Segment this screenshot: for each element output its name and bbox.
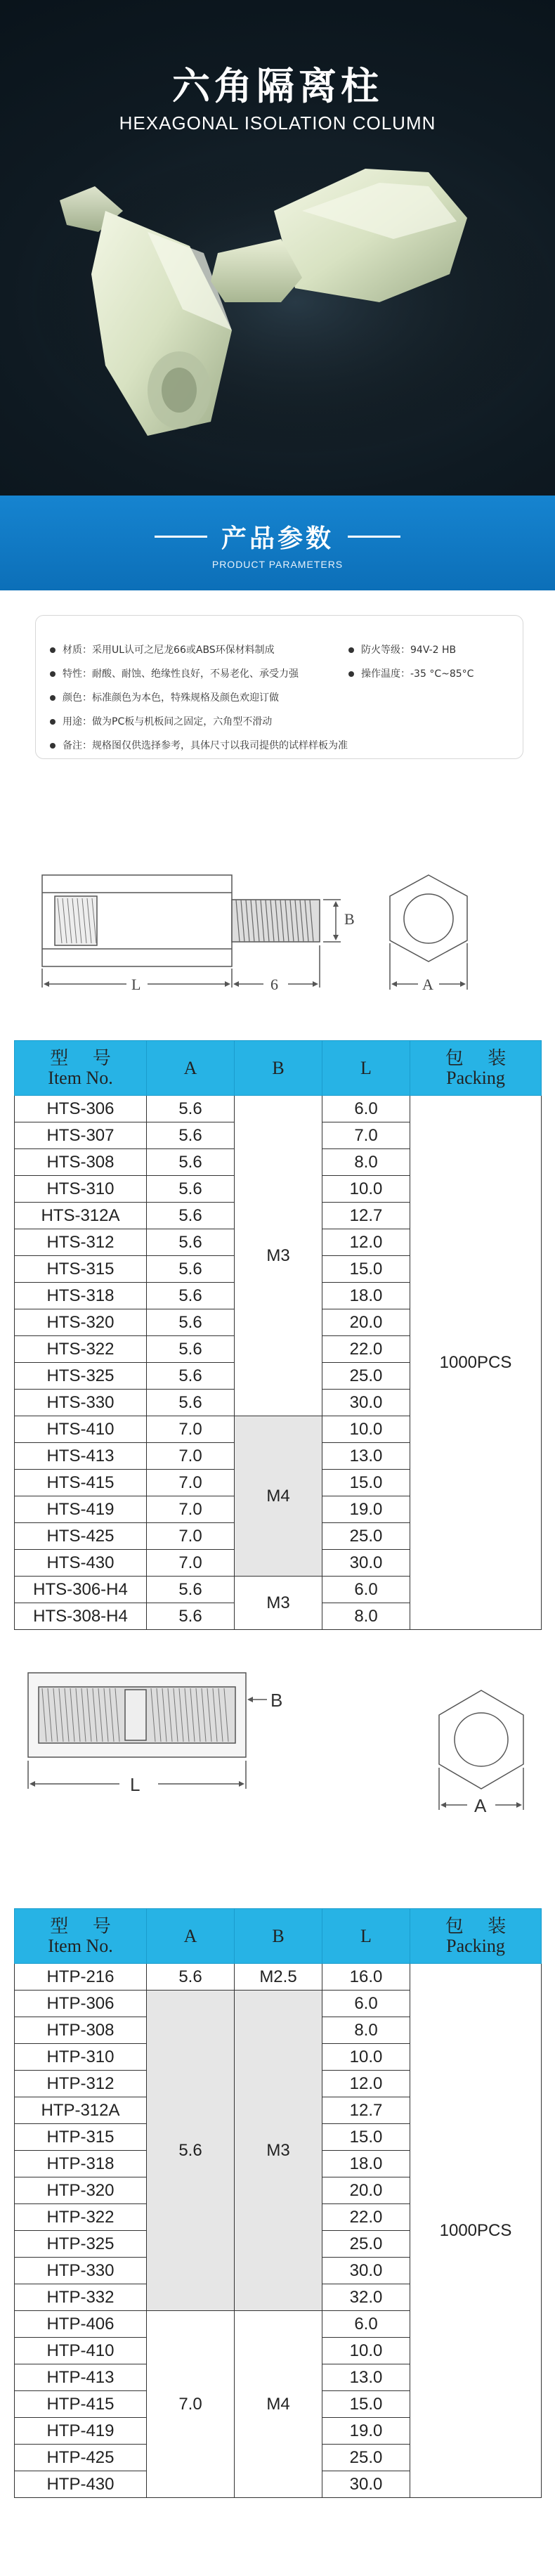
l-cell: 13.0 (322, 2364, 410, 2391)
item-no-cell: HTS-318 (15, 1283, 147, 1309)
l-cell: 15.0 (322, 1256, 410, 1283)
a-cell: 7.0 (147, 1550, 235, 1577)
a-cell: 5.6 (147, 1176, 235, 1203)
a-cell: 5.6 (147, 1363, 235, 1390)
col-l: L (322, 1041, 410, 1096)
item-no-cell: HTS-312 (15, 1229, 147, 1256)
packing-cell: 1000PCS (410, 1964, 542, 2498)
col-packing (410, 1041, 542, 1096)
bullet-icon (348, 647, 354, 653)
l-cell: 12.0 (322, 1229, 410, 1256)
l-cell: 25.0 (322, 2231, 410, 2258)
l-cell: 10.0 (322, 2044, 410, 2071)
item-no-cell: HTS-330 (15, 1390, 147, 1416)
spec-note-text: 备注：规格图仅供选择参考，具体尺寸以我司提供的试样样板为准 (63, 740, 348, 751)
b-cell: M4 (235, 1416, 322, 1577)
item-no-cell: HTS-325 (15, 1363, 147, 1390)
spec-usage-text: 用途：做为PC板与机板间之固定，六角型不滑动 (63, 716, 273, 727)
a-cell: 5.6 (147, 1964, 235, 1991)
l-cell: 30.0 (322, 2471, 410, 2498)
l-cell: 22.0 (322, 1336, 410, 1363)
item-no-cell: HTS-306-H4 (15, 1577, 147, 1603)
b-cell: M4 (235, 2311, 322, 2498)
item-no-cell: HTP-318 (15, 2151, 147, 2177)
item-no-cell: HTP-306 (15, 1991, 147, 2017)
l-cell: 6.0 (322, 1577, 410, 1603)
bullet-icon (50, 671, 56, 677)
item-no-cell: HTS-315 (15, 1256, 147, 1283)
spec-fire (348, 642, 456, 656)
a-cell: 5.6 (147, 1256, 235, 1283)
item-no-cell: HTP-315 (15, 2124, 147, 2151)
item-no-cell: HTS-308 (15, 1149, 147, 1176)
a-cell: 7.0 (147, 1523, 235, 1550)
spec-usage (50, 714, 272, 728)
item-no-cell: HTP-413 (15, 2364, 147, 2391)
a-cell: 5.6 (147, 1283, 235, 1309)
l-cell: 15.0 (322, 2124, 410, 2151)
a-cell: 5.6 (147, 1149, 235, 1176)
item-no-cell: HTS-306 (15, 1096, 147, 1122)
l-cell: 10.0 (322, 1416, 410, 1443)
l-cell: 30.0 (322, 2258, 410, 2284)
bullet-icon (50, 695, 56, 701)
params-banner (0, 496, 555, 590)
spec-color (50, 690, 279, 704)
item-no-cell: HTS-413 (15, 1443, 147, 1470)
item-no-cell: HTP-325 (15, 2231, 147, 2258)
item-no-cell: HTP-310 (15, 2044, 147, 2071)
l-cell: 25.0 (322, 1363, 410, 1390)
bullet-icon (50, 719, 56, 725)
l-cell: 7.0 (322, 1122, 410, 1149)
b-cell: M3 (235, 1577, 322, 1630)
diagram2-label-b: B (270, 1690, 283, 1711)
item-no-cell: HTS-430 (15, 1550, 147, 1577)
item-no-cell: HTP-430 (15, 2471, 147, 2498)
item-no-cell: HTS-312A (15, 1203, 147, 1229)
l-cell: 10.0 (322, 1176, 410, 1203)
col-item-en: Item No. (48, 1935, 113, 1956)
bullet-icon (348, 671, 354, 677)
col-item-en: Item No. (48, 1067, 113, 1088)
a-cell: 5.6 (147, 1229, 235, 1256)
table-htp (14, 1908, 542, 2498)
l-cell: 6.0 (322, 1096, 410, 1122)
col-packing-cn: 包 装 (445, 1915, 516, 1936)
col-item-cn: 型 号 (50, 1915, 121, 1936)
l-cell: 22.0 (322, 2204, 410, 2231)
item-no-cell: HTS-419 (15, 1496, 147, 1523)
diagram2-label-a: A (474, 1795, 487, 1816)
b-cell: M2.5 (235, 1964, 322, 1991)
l-cell: 32.0 (322, 2284, 410, 2311)
hero-title: 六角隔离柱 (172, 64, 383, 108)
l-cell: 25.0 (322, 2445, 410, 2471)
col-packing-en: Packing (446, 1935, 505, 1956)
l-cell: 12.0 (322, 2071, 410, 2097)
col-item-cn: 型 号 (50, 1047, 121, 1068)
table-header-row (15, 1041, 542, 1096)
item-no-cell: HTP-425 (15, 2445, 147, 2471)
item-no-cell: HTP-419 (15, 2418, 147, 2445)
l-cell: 16.0 (322, 1964, 410, 1991)
l-cell: 12.7 (322, 2097, 410, 2124)
col-b: B (235, 1909, 322, 1964)
spec-features-text: 特性：耐酸、耐蚀、绝缘性良好，不易老化、承受力强 (63, 668, 299, 680)
diagram1-label-a: A (422, 976, 433, 993)
l-cell: 30.0 (322, 1550, 410, 1577)
item-no-cell: HTP-322 (15, 2204, 147, 2231)
a-cell: 7.0 (147, 1470, 235, 1496)
spec-note (50, 738, 348, 752)
a-cell: 5.6 (147, 1309, 235, 1336)
spec-color-text: 颜色：标准颜色为本色，特殊规格及颜色欢迎订做 (63, 692, 279, 704)
diagram1-label-b: B (344, 910, 355, 928)
l-cell: 8.0 (322, 1603, 410, 1630)
col-a: A (147, 1041, 235, 1096)
l-cell: 12.7 (322, 1203, 410, 1229)
item-no-cell: HTS-307 (15, 1122, 147, 1149)
item-no-cell: HTP-216 (15, 1964, 147, 1991)
col-packing-en: Packing (446, 1067, 505, 1088)
packing-cell: 1000PCS (410, 1096, 542, 1630)
spec-material-text: 材质：采用UL认可之尼龙66或ABS环保材料制成 (63, 645, 275, 656)
table-hts (14, 1040, 542, 1630)
spec-fire-text: 防火等级：94V-2 HB (361, 645, 457, 656)
b-cell: M3 (235, 1991, 322, 2311)
spec-temp-text: 操作温度：-35 °C~85°C (361, 668, 474, 680)
l-cell: 8.0 (322, 2017, 410, 2044)
item-no-cell: HTS-425 (15, 1523, 147, 1550)
bullet-icon (50, 647, 56, 653)
l-cell: 8.0 (322, 1149, 410, 1176)
col-packing-cn: 包 装 (445, 1047, 516, 1068)
item-no-cell: HTP-410 (15, 2338, 147, 2364)
l-cell: 30.0 (322, 1390, 410, 1416)
a-cell: 5.6 (147, 1991, 235, 2311)
item-no-cell: HTP-330 (15, 2258, 147, 2284)
col-b: B (235, 1041, 322, 1096)
a-cell: 5.6 (147, 1203, 235, 1229)
l-cell: 15.0 (322, 1470, 410, 1496)
l-cell: 18.0 (322, 1283, 410, 1309)
item-no-cell: HTS-415 (15, 1470, 147, 1496)
a-cell: 5.6 (147, 1577, 235, 1603)
a-cell: 5.6 (147, 1390, 235, 1416)
a-cell: 5.6 (147, 1603, 235, 1630)
hero-subtitle: HEXAGONAL ISOLATION COLUMN (119, 112, 436, 134)
l-cell: 10.0 (322, 2338, 410, 2364)
item-no-cell: HTS-310 (15, 1176, 147, 1203)
item-no-cell: HTS-322 (15, 1336, 147, 1363)
diagram-female-female (0, 1659, 555, 1827)
table-row (15, 1096, 542, 1122)
item-no-cell: HTP-415 (15, 2391, 147, 2418)
hero-section (0, 0, 555, 496)
diagram1-label-l: L (131, 976, 141, 993)
l-cell: 19.0 (322, 1496, 410, 1523)
item-no-cell: HTS-410 (15, 1416, 147, 1443)
item-no-cell: HTS-320 (15, 1309, 147, 1336)
banner-right-line (348, 536, 400, 538)
item-no-cell: HTP-308 (15, 2017, 147, 2044)
table-row (15, 1964, 542, 1991)
l-cell: 18.0 (322, 2151, 410, 2177)
l-cell: 6.0 (322, 1991, 410, 2017)
item-no-cell: HTP-320 (15, 2177, 147, 2204)
l-cell: 6.0 (322, 2311, 410, 2338)
a-cell: 7.0 (147, 1496, 235, 1523)
l-cell: 19.0 (322, 2418, 410, 2445)
diagram-male-female (0, 865, 555, 1005)
col-packing (410, 1909, 542, 1964)
spec-material (50, 642, 275, 656)
item-no-cell: HTP-406 (15, 2311, 147, 2338)
item-no-cell: HTP-312A (15, 2097, 147, 2124)
l-cell: 20.0 (322, 2177, 410, 2204)
spec-features (50, 666, 299, 680)
l-cell: 13.0 (322, 1443, 410, 1470)
col-item (15, 1909, 147, 1964)
item-no-cell: HTP-312 (15, 2071, 147, 2097)
diagram1-label-6: 6 (270, 976, 278, 993)
a-cell: 5.6 (147, 1336, 235, 1363)
banner-subtitle: PRODUCT PARAMETERS (211, 559, 344, 570)
col-item (15, 1041, 147, 1096)
item-no-cell: HTP-332 (15, 2284, 147, 2311)
spec-temp (348, 666, 474, 680)
banner-title: 产品参数 (221, 524, 334, 553)
l-cell: 20.0 (322, 1309, 410, 1336)
a-cell: 7.0 (147, 2311, 235, 2498)
item-no-cell: HTS-308-H4 (15, 1603, 147, 1630)
bullet-icon (50, 743, 56, 749)
col-l: L (322, 1909, 410, 1964)
a-cell: 7.0 (147, 1416, 235, 1443)
diagram2-label-l: L (130, 1774, 141, 1795)
a-cell: 5.6 (147, 1096, 235, 1122)
spec-box (35, 615, 523, 759)
col-a: A (147, 1909, 235, 1964)
l-cell: 25.0 (322, 1523, 410, 1550)
a-cell: 7.0 (147, 1443, 235, 1470)
a-cell: 5.6 (147, 1122, 235, 1149)
table-header-row (15, 1909, 542, 1964)
l-cell: 15.0 (322, 2391, 410, 2418)
b-cell: M3 (235, 1096, 322, 1416)
